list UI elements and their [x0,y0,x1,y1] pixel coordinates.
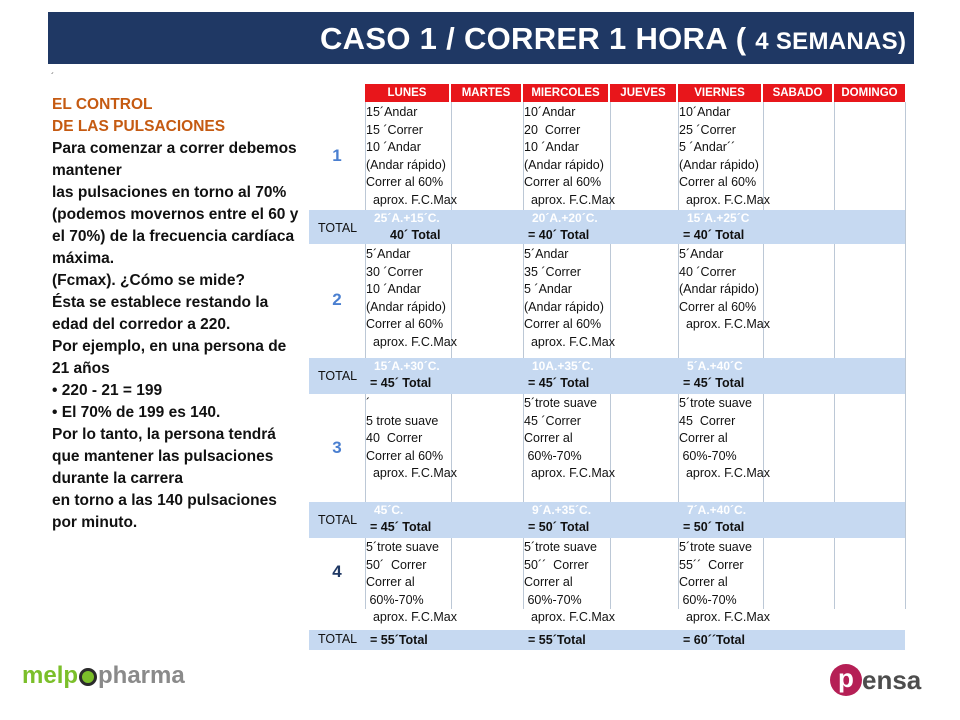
workout-line: Correr al [679,575,728,589]
total-value: = 50´ Total [683,520,745,534]
total-label: TOTAL [318,632,358,646]
workout-line: Correr al 60% [524,317,602,331]
workout-line: aprox. F.C.Max [366,192,457,207]
info-line: edad del corredor a 220. [52,316,231,333]
info-text [52,94,310,534]
workout-cell-miercoles [524,395,615,483]
workout-line: 55´´ Correr [679,557,744,572]
tick-mark: ´ [51,72,55,83]
total-value: = 40´ Total [528,228,590,242]
info-line: • El 70% de 199 es 140. [52,404,221,421]
day-header-lunes: LUNES [365,84,449,102]
total-value: = 40´ Total [683,228,745,242]
total-row [309,358,905,394]
workout-line: aprox. F.C.Max [366,466,457,480]
total-row [309,502,905,538]
workout-line: 50´´ Correr [524,557,589,572]
workout-line: aprox. F.C.Max [524,610,615,624]
workout-line: 40 ´Correr [679,264,736,279]
melpopharma-logo: melp pharma [22,662,185,689]
workout-line: 5´trote suave [524,540,597,554]
info-line: Por lo tanto, la persona tendrá [52,426,276,443]
workout-line: 45 Correr [679,413,736,428]
pensa-p-icon: p [830,664,862,696]
week-number: 1 [332,146,342,165]
total-value: = 45´ Total [683,376,745,390]
workout-line: 10´Andar [524,105,576,119]
info-line: Por ejemplo, en una persona de [52,338,287,355]
total-breakdown: 10A.+35´C. [532,359,594,373]
workout-line: 5´trote suave [366,540,439,554]
workout-line: 5´Andar [679,247,724,261]
info-line: por minuto. [52,514,138,531]
workout-cell-miercoles [524,246,615,351]
workout-line: (Andar rápido) [524,157,604,172]
workout-cell-lunes [366,539,457,627]
workout-line: aprox. F.C.Max [524,192,615,207]
total-label: TOTAL [318,221,358,235]
workout-line: 40 Correr [366,431,423,445]
info-line: máxima. [52,250,115,267]
workout-line: 25 ´Correr [679,122,736,137]
total-value: = 45´ Total [528,376,590,390]
total-breakdown: 45´C. [374,503,404,517]
workout-line: 5´Andar [366,247,411,261]
info-line: las pulsaciones en torno al 70% [52,184,287,201]
workout-cell-miercoles [524,539,615,627]
days-header [365,84,905,102]
workout-cell-viernes [679,395,770,483]
info-line: (Fcmax). ¿Cómo se mide? [52,272,245,289]
workout-line: Correr al [524,431,573,445]
workout-line: 5 ´Andar´´ [679,140,736,154]
workout-line: 5´Andar [524,247,569,261]
info-line: Ésta se establece restando la [52,294,269,311]
total-label: TOTAL [318,513,358,527]
total-breakdown: 20´A.+20´C. [532,211,598,225]
total-value: = 60´´Total [683,633,745,647]
workout-line: 10 ´Andar [524,140,579,154]
total-value: = 45´ Total [370,520,432,534]
info-lines [52,138,310,534]
total-value: 40´ Total [390,228,441,242]
workout-line: (Andar rápido) [679,282,759,296]
info-line: durante la carrera [52,470,183,487]
workout-line: Correr al 60% [524,175,602,189]
workout-line: aprox. F.C.Max [524,466,615,480]
workout-line: 20 Correr [524,122,581,137]
total-breakdown: 15´A.+25´C [687,211,750,225]
total-value: = 45´ Total [370,376,432,390]
workout-line: Correr al 60% [679,175,757,189]
info-line: en torno a las 140 pulsaciones [52,492,277,509]
workout-line: 5´trote suave [679,396,752,410]
total-value: = 55´Total [370,633,428,647]
workout-line: aprox. F.C.Max [679,192,770,207]
workout-line: (Andar rápido) [366,157,446,172]
workout-line: (Andar rápido) [366,299,446,314]
info-line: que mantener las pulsaciones [52,448,274,465]
workout-line: Correr al [679,431,728,445]
workout-line: 60%-70% [679,448,737,463]
workout-line: 35 ´Correr [524,264,581,279]
total-breakdown: 5´A.+40´C [687,359,743,373]
total-row [309,210,905,244]
week-number: 3 [332,438,342,457]
logo-dot-icon [79,668,97,686]
workout-line: 60%-70% [524,448,582,463]
workout-line: 10´Andar [679,105,731,119]
workout-line: 60%-70% [524,592,582,607]
total-breakdown: 7´A.+40´C. [687,503,747,517]
workout-line: Correr al 60% [366,175,444,189]
info-heading: EL CONTROL [52,96,153,113]
workout-cell-lunes [366,395,457,483]
workout-line: Correr al [366,575,415,589]
workout-cell-miercoles [524,104,615,209]
info-line: (podemos movernos entre el 60 y [52,206,299,223]
workout-line: 5 trote suave [366,413,439,428]
workout-line: 5´trote suave [679,540,752,554]
workout-line: ´ [366,396,371,410]
total-value: = 50´ Total [528,520,590,534]
total-row [309,630,905,650]
workout-line: Correr al 60% [366,317,444,331]
workout-cell-viernes [679,539,770,627]
workout-line: Correr al [524,575,573,589]
day-header-martes: MARTES [451,84,521,102]
workout-line: 60%-70% [679,592,737,607]
day-header-viernes: VIERNES [678,84,761,102]
info-line: el 70%) de la frecuencia cardíaca [52,228,295,245]
workout-line: (Andar rápido) [524,299,604,314]
workout-line: aprox. F.C.Max [366,334,457,349]
total-breakdown: 25´A.+15´C. [374,211,440,225]
total-label: TOTAL [318,369,358,383]
workout-line: 50´ Correr [366,557,427,572]
total-breakdown: 15´A.+30´C. [374,359,440,373]
workout-line: Correr al 60% [679,299,757,314]
page-title: CASO 1 / CORRER 1 HORA ( 4 SEMANAS) [320,21,907,56]
info-heading: DE LAS PULSACIONES [52,118,226,135]
workout-line: 5 ´Andar [524,282,572,296]
info-line: mantener [52,162,122,179]
day-header-miercoles: MIERCOLES [523,84,608,102]
workout-line: (Andar rápido) [679,157,759,172]
grid-line [905,102,906,609]
day-header-sabado: SABADO [763,84,832,102]
workout-cell-lunes [366,104,457,209]
info-line: Para comenzar a correr debemos [52,140,297,157]
workout-line: Correr al 60% [366,448,444,463]
workout-line: aprox. F.C.Max [524,334,615,349]
week-number: 2 [332,290,342,309]
workout-cell-viernes [679,104,770,209]
workout-line: 60%-70% [366,592,424,607]
info-line: • 220 - 21 = 199 [52,382,163,399]
title-banner [48,12,914,64]
workout-line: 45 ´Correr [524,413,581,428]
workout-line: 10 ´Andar [366,282,421,296]
workout-cell-viernes [679,246,770,334]
workout-line: 15 ´Correr [366,122,423,137]
workout-line: 5´trote suave [524,396,597,410]
workout-line: aprox. F.C.Max [679,610,770,624]
workout-line: aprox. F.C.Max [679,317,770,331]
week-number: 4 [332,562,342,581]
total-breakdown: 9´A.+35´C. [532,503,592,517]
workout-line: 10 ´Andar [366,140,421,154]
info-line: 21 años [52,360,110,377]
workout-line: aprox. F.C.Max [366,610,457,624]
workout-line: 15´Andar [366,105,418,119]
workout-line: aprox. F.C.Max [679,466,770,480]
workout-cell-lunes [366,246,457,351]
workout-line: 30 ´Correr [366,264,423,279]
day-header-jueves: JUEVES [610,84,676,102]
total-value: = 55´Total [528,633,586,647]
day-header-domingo: DOMINGO [834,84,905,102]
